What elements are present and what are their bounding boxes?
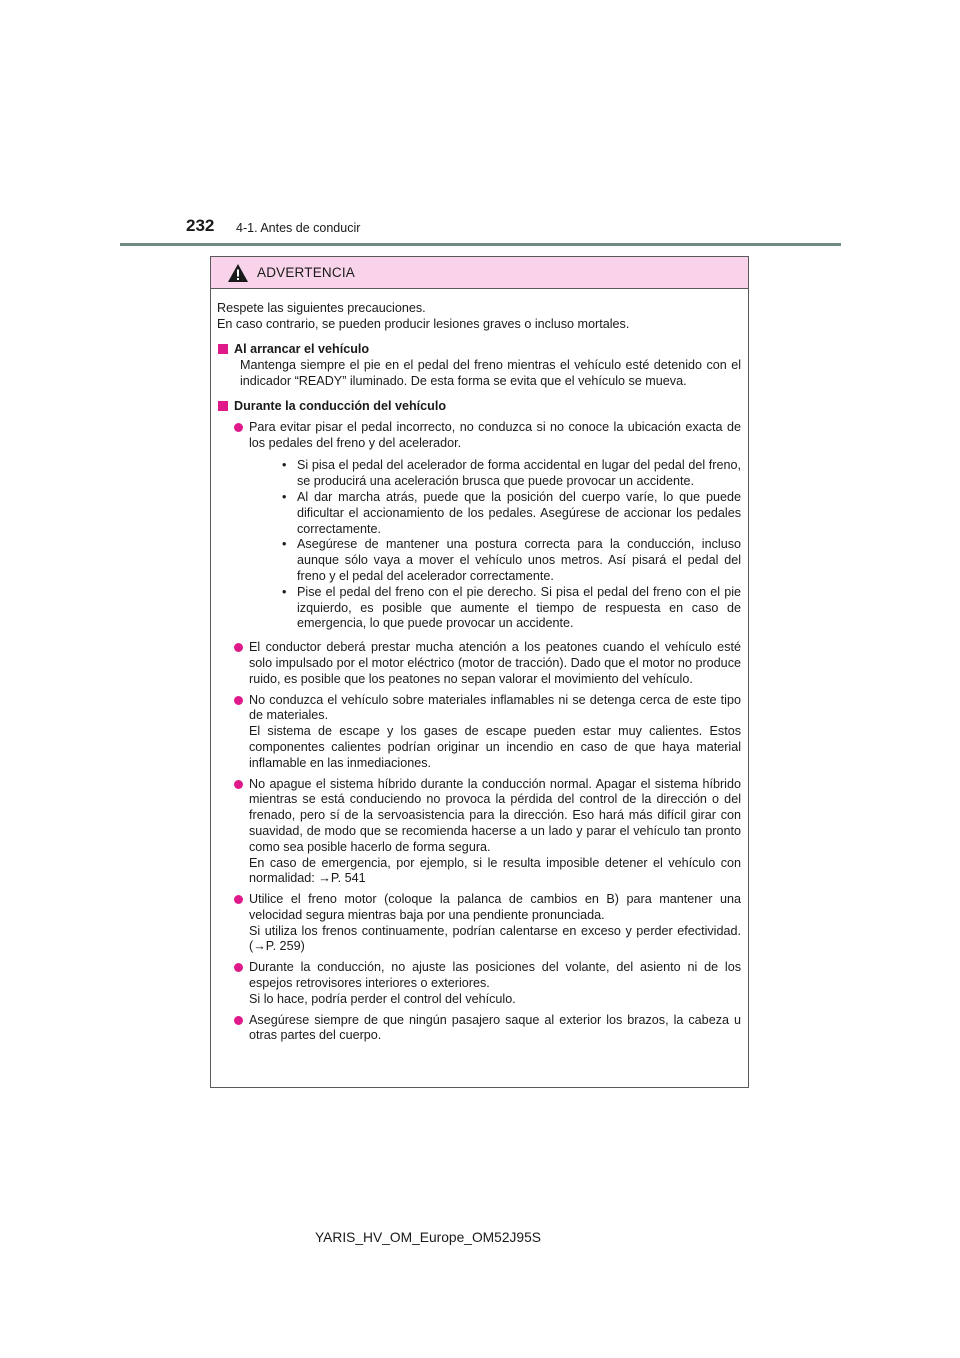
bullet-text: Si lo hace, podría perder el control del vehículo.	[249, 991, 516, 1006]
circle-bullet-icon	[234, 1016, 243, 1025]
list-item	[217, 640, 741, 687]
sub-list-item	[249, 458, 741, 490]
bullet-text: Durante la conducción, no ajuste las posiciones del volante, del asiento ni de los espejos retrovisores interiores o exteriores.	[249, 960, 741, 991]
bullet-text: Si utiliza los frenos continuamente, podrían calentarse en exceso y perder efectividad. (→P. 259)	[249, 923, 741, 954]
bullet-text: No apague el sistema híbrido durante la conducción normal. Apagar el sistema híbrido mientras se está conduciendo no provoca la pérdida del control de la dirección o del frenado, pero sí de la servoasistencia para la dirección. Eso hará más difícil girar con suavidad, de modo que se recomienda hacerse a un lado y parar el vehículo tan pronto como sea posible hacerlo de forma segura.	[249, 776, 741, 854]
bullet-text: El conductor deberá prestar mucha atención a los peatones cuando el vehículo esté solo impulsado por el motor eléctrico (motor de tracción). Dado que el motor no produce ruido, es posible que los peatones no sepan valorar el movimiento del vehículo.	[249, 640, 741, 686]
warning-box	[210, 256, 749, 1088]
bullet-text: El sistema de escape y los gases de escape pueden estar muy calientes. Estos componentes calientes podrían originar un incendio en caso de que haya material inflamable en las inmediaciones.	[249, 724, 741, 770]
warning-intro	[217, 301, 741, 333]
section-heading	[217, 399, 741, 415]
list-item	[217, 892, 741, 955]
section-driving	[217, 399, 741, 1044]
bullet-text: Utilice el freno motor (coloque la palanca de cambios en B) para mantener una velocidad segura mientras baja por una pendiente pronunciada.	[249, 892, 741, 922]
section-text: Mantenga siempre el pie en el pedal del freno mientras el vehículo esté detenido con el indicador “READY” iluminado. De esta forma se evita que el vehículo se mueva.	[240, 358, 741, 389]
sub-item-text: Asegúrese de mantener una postura correcta para la conducción, incluso aunque sólo vaya a mover el vehículo unos metros. Así pisará el pedal del freno y el pedal del acelerador correctamente.	[297, 537, 741, 583]
dot-marker: •	[282, 489, 287, 504]
bullet-text: Para evitar pisar el pedal incorrecto, no conduzca si no conoce la ubicación exacta de los pedales del freno y del acelerador.	[249, 419, 741, 450]
circle-bullet-icon	[234, 423, 243, 432]
list-item	[217, 960, 741, 1007]
dot-marker: •	[282, 584, 287, 599]
document-code: YARIS_HV_OM_Europe_OM52J95S	[315, 1230, 541, 1245]
square-bullet-icon	[218, 401, 228, 411]
sub-list-item	[249, 585, 741, 632]
section-starting	[217, 342, 741, 390]
sub-list-item	[249, 537, 741, 584]
circle-bullet-icon	[234, 780, 243, 789]
bullet-text: Asegúrese siempre de que ningún pasajero saque al exterior los brazos, la cabeza u otras partes del cuerpo.	[249, 1012, 741, 1043]
warning-body	[211, 289, 748, 1044]
header-rule	[120, 243, 841, 246]
dot-marker: •	[282, 458, 287, 473]
sub-item-text: Al dar marcha atrás, puede que la posición del cuerpo varíe, lo que puede dificultar el accionamiento de los pedales. Asegúrese de accionar los pedales correctamente.	[297, 489, 741, 536]
circle-bullet-icon	[234, 963, 243, 972]
list-item	[217, 1013, 741, 1045]
bullet-text: No conduzca el vehículo sobre materiales inflamables ni se detenga cerca de este tipo de materiales.	[249, 692, 741, 723]
list-item	[217, 777, 741, 888]
sub-list	[249, 458, 741, 632]
dot-marker: •	[282, 537, 287, 552]
warning-title: ADVERTENCIA	[257, 265, 355, 280]
bullet-text: En caso de emergencia, por ejemplo, si le resulta imposible detener el vehículo con normalidad: →P. 541	[249, 855, 741, 886]
circle-bullet-icon	[234, 895, 243, 904]
list-item	[217, 420, 741, 635]
warning-triangle-icon	[227, 263, 249, 283]
sub-list-item	[249, 490, 741, 537]
intro-line: En caso contrario, se pueden producir lesiones graves o incluso mortales.	[217, 316, 630, 331]
circle-bullet-icon	[234, 696, 243, 705]
sub-item-text: Pise el pedal del freno con el pie derecho. Si pisa el pedal del freno con el pie izquierdo, es posible que aumente el tiempo de respuesta en caso de emergencia, lo que puede provocar un accidente.	[297, 584, 741, 631]
page-number: 232	[186, 216, 215, 235]
sub-item-text: Si pisa el pedal del acelerador de forma accidental en lugar del pedal del freno, se producirá una aceleración brusca que puede provocar un accidente.	[297, 458, 741, 489]
list-item	[217, 693, 741, 772]
section-heading-text: Al arrancar el vehículo	[234, 341, 370, 356]
section-heading-text: Durante la conducción del vehículo	[234, 398, 447, 413]
warning-header	[211, 257, 748, 289]
square-bullet-icon	[218, 344, 228, 354]
circle-bullet-icon	[234, 643, 243, 652]
intro-line: Respete las siguientes precauciones.	[217, 301, 426, 315]
section-title: 4-1. Antes de conducir	[236, 221, 361, 235]
section-heading	[217, 342, 741, 358]
